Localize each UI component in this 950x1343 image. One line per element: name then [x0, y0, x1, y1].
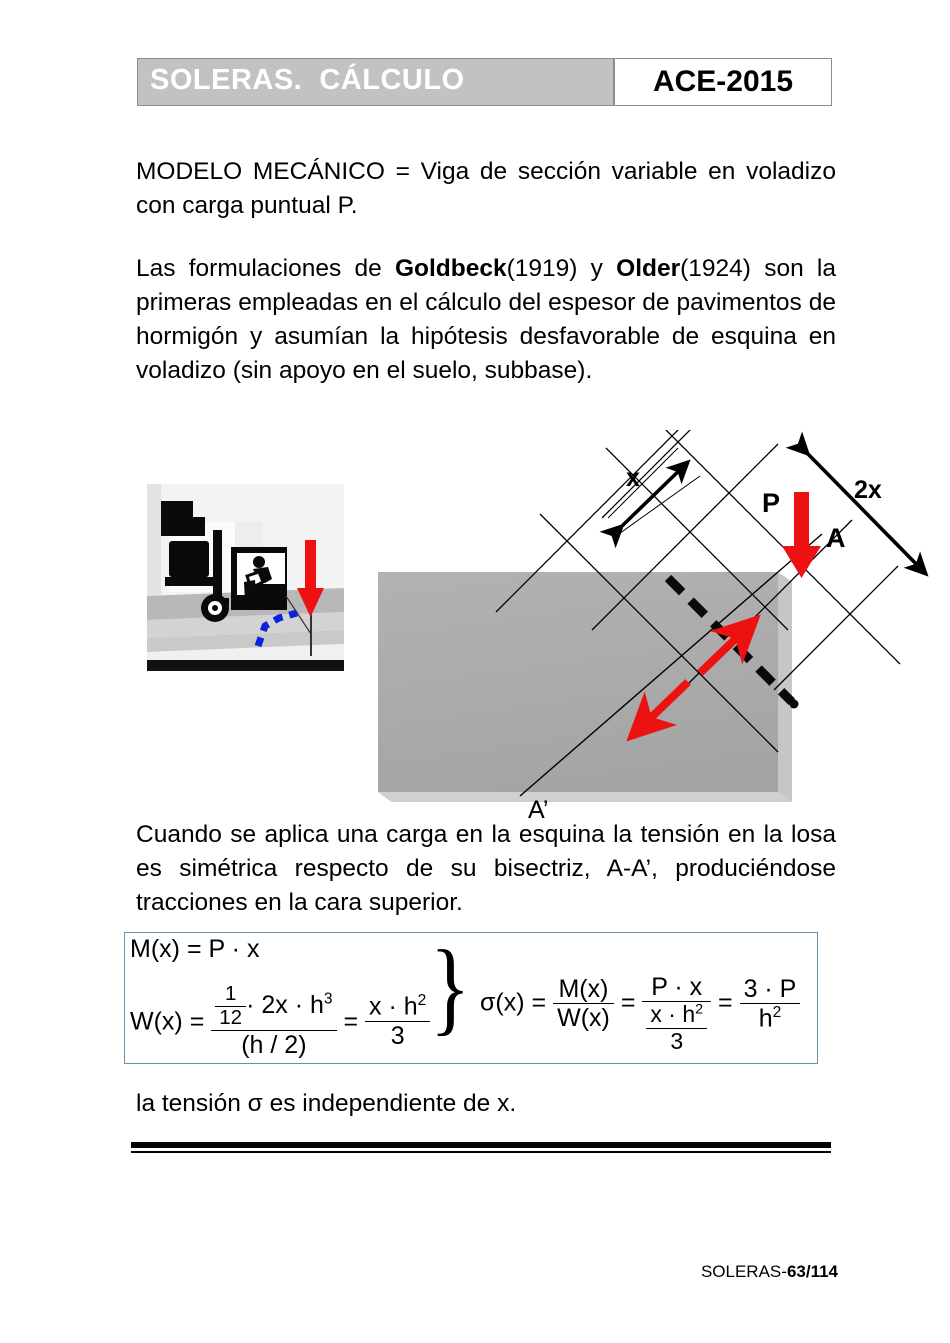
sigma-f2-inner-num-exponent: 2 [695, 1001, 704, 1018]
paragraph-cuando [136, 818, 836, 920]
label-P: P [762, 488, 781, 518]
formula-brace: } [430, 928, 471, 1045]
sm-numerator [211, 983, 336, 1030]
sigma-f2-den [642, 1001, 711, 1055]
sm-result-fraction [365, 992, 430, 1049]
forklift-illustration [147, 484, 344, 671]
page-footer [0, 1262, 838, 1282]
sigma-f2-inner-num [646, 1002, 707, 1028]
paragraph-formulaciones [136, 252, 836, 388]
sigma-f3-den-exponent: 2 [772, 1004, 782, 1022]
page-title: SOLERAS. CÁLCULO [150, 64, 465, 96]
sigma-f3-num: 3 · P [743, 975, 797, 1004]
paragraph-cuando-text: Cuando se aplica una carga en la esquina la tensión en la losa es simétrica respecto de su bisectriz, A-A’, produciéndose tracciones en la cara superior. [136, 821, 836, 916]
author-goldbeck: Goldbeck [394, 255, 507, 282]
sm-result-num-exponent: 2 [417, 992, 427, 1010]
formula-section-modulus [130, 982, 430, 1061]
sm-result-num [365, 992, 430, 1020]
sm-inner-den: 12 [215, 1006, 246, 1030]
sigma-equals-1: = [531, 988, 547, 1017]
label-A: A [826, 523, 846, 553]
footer-rule-thick [131, 1142, 831, 1148]
sm-inner-num: 1 [224, 982, 237, 1005]
header-title-box [137, 58, 614, 106]
sigma-f2-inner-num-text: x · h [650, 1001, 696, 1027]
moment-rhs: P · x [208, 935, 260, 963]
sigma-equals-3: = [718, 988, 733, 1017]
moment-equals: = [186, 935, 202, 963]
formulaciones-lead: Las formulaciones de [136, 255, 395, 282]
sm-equals-2: = [343, 1007, 359, 1036]
sigma-f2-inner-fraction [646, 1002, 707, 1055]
formulaciones-tail: (1924) son la primeras empleadas en el cálculo del espesor de pavimentos de hormigón y asumían la hipótesis desfavorable de esquina en voladizo (sin apoyo en el suelo, subbase). [136, 255, 836, 384]
course-code: ACE-2015 [652, 65, 794, 98]
load-arrow-P [782, 492, 821, 578]
sigma-lhs: σ(x) [480, 988, 525, 1017]
sigma-f1-num: M(x) [558, 975, 609, 1004]
formula-box [124, 928, 818, 1064]
formula-sigma [480, 963, 800, 1054]
sm-equals-1: = [189, 1007, 205, 1036]
paragraph-tension-text: la tensión σ es independiente de x. [136, 1090, 517, 1117]
corner-load-diagram [370, 430, 935, 825]
sm-result-den: 3 [365, 1021, 430, 1050]
formula-moment [130, 935, 259, 964]
sm-result-num-text: x · h [369, 992, 418, 1021]
sigma-fraction-3 [740, 975, 801, 1032]
sm-lhs: W(x) [130, 1007, 183, 1036]
label-x: x [626, 464, 640, 492]
paragraph-tension [136, 1087, 836, 1121]
moment-lhs: M(x) [130, 935, 180, 963]
sigma-fraction-1 [553, 975, 614, 1032]
formulaciones-mid: (1919) y [506, 255, 617, 282]
sigma-f3-den [740, 1003, 801, 1032]
sigma-f2-num: P · x [651, 973, 703, 1001]
footer-doc-label: SOLERAS- [700, 1262, 787, 1281]
sigma-equals-2: = [620, 988, 636, 1017]
paragraph-modelo-text: MODELO MECÁNICO = Viga de sección variable en voladizo con carga puntual P. [136, 158, 836, 219]
sigma-f3-den-text: h [758, 1004, 773, 1033]
sm-denominator: (h / 2) [211, 1030, 336, 1059]
header-code-box [614, 58, 832, 106]
author-older: Older [616, 255, 681, 282]
paragraph-modelo-mecanico [136, 155, 836, 223]
sigma-f2-inner-den: 3 [646, 1028, 707, 1055]
sigma-f1-den: W(x) [553, 1003, 614, 1032]
sm-num-rest-exponent: 3 [323, 990, 333, 1008]
sm-inner-fraction [215, 983, 246, 1030]
label-2x: 2x [854, 476, 882, 504]
sigma-fraction-2 [642, 973, 711, 1055]
footer-page-number: 63/114 [786, 1262, 838, 1281]
sm-main-fraction [211, 983, 336, 1059]
page-header [137, 58, 832, 106]
label-A-prime: A’ [528, 796, 549, 824]
sm-num-rest: · 2x · h [246, 991, 324, 1020]
footer-rule-thin [131, 1151, 831, 1153]
